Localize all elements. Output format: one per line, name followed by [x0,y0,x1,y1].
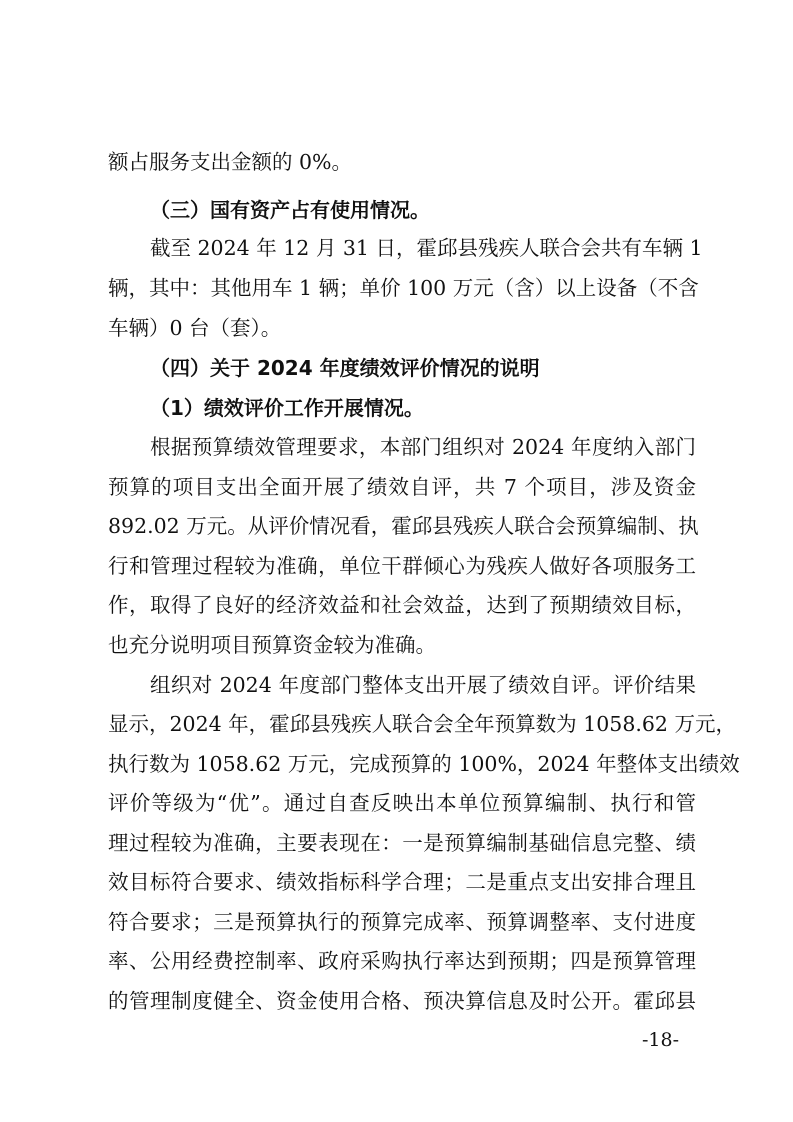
section-heading-assets: （三）国有资产占有使用情况。 [150,198,430,222]
body-text-line: 车辆）0 台（套）。 [108,316,282,340]
body-text-line: 截至 2024 年 12 月 31 日，霍邱县残疾人联合会共有车辆 1 [150,236,703,260]
body-text-line: 执行数为 1058.62 万元，完成预算的 100%，2024 年整体支出绩效 [108,752,740,776]
body-text-line: 预算的项目支出全面开展了绩效自评，共 7 个项目，涉及资金 [108,475,696,499]
section-heading-performance: （四）关于 2024 年度绩效评价情况的说明 [150,356,540,380]
body-text-line: 作，取得了良好的经济效益和社会效益，达到了预期绩效目标， [108,593,696,617]
page-number: -18- [642,1029,680,1051]
body-text-line: 额占服务支出金额的 0%。 [108,150,353,174]
body-text-line: 理过程较为准确，主要表现在：一是预算编制基础信息完整、绩 [108,831,696,855]
body-text-line: 辆，其中：其他用车 1 辆；单价 100 万元（含）以上设备（不含 [108,276,699,300]
body-text-line: 显示，2024 年，霍邱县残疾人联合会全年预算数为 1058.62 万元， [108,712,736,736]
body-text-line: 也充分说明项目预算资金较为准确。 [108,633,436,657]
body-text-line: 率、公用经费控制率、政府采购执行率达到预期；四是预算管理 [108,949,696,973]
body-text-line: 892.02 万元。从评价情况看，霍邱县残疾人联合会预算编制、执 [108,514,699,538]
body-text-line: 符合要求；三是预算执行的预算完成率、预算调整率、支付进度 [108,910,696,934]
body-text-line: 的管理制度健全、资金使用合格、预决算信息及时公开。霍邱县 [108,989,696,1013]
body-text-line: 根据预算绩效管理要求，本部门组织对 2024 年度纳入部门 [150,435,696,459]
body-text-line: 评价等级为“优”。通过自查反映出本单位预算编制、执行和管 [108,791,696,815]
body-text-line: 组织对 2024 年度部门整体支出开展了绩效自评。评价结果 [150,673,696,697]
subsection-heading: （1）绩效评价工作开展情况。 [150,396,424,420]
body-text-line: 效目标符合要求、绩效指标科学合理；二是重点支出安排合理且 [108,870,696,894]
body-text-line: 行和管理过程较为准确，单位干群倾心为残疾人做好各项服务工 [108,554,696,578]
